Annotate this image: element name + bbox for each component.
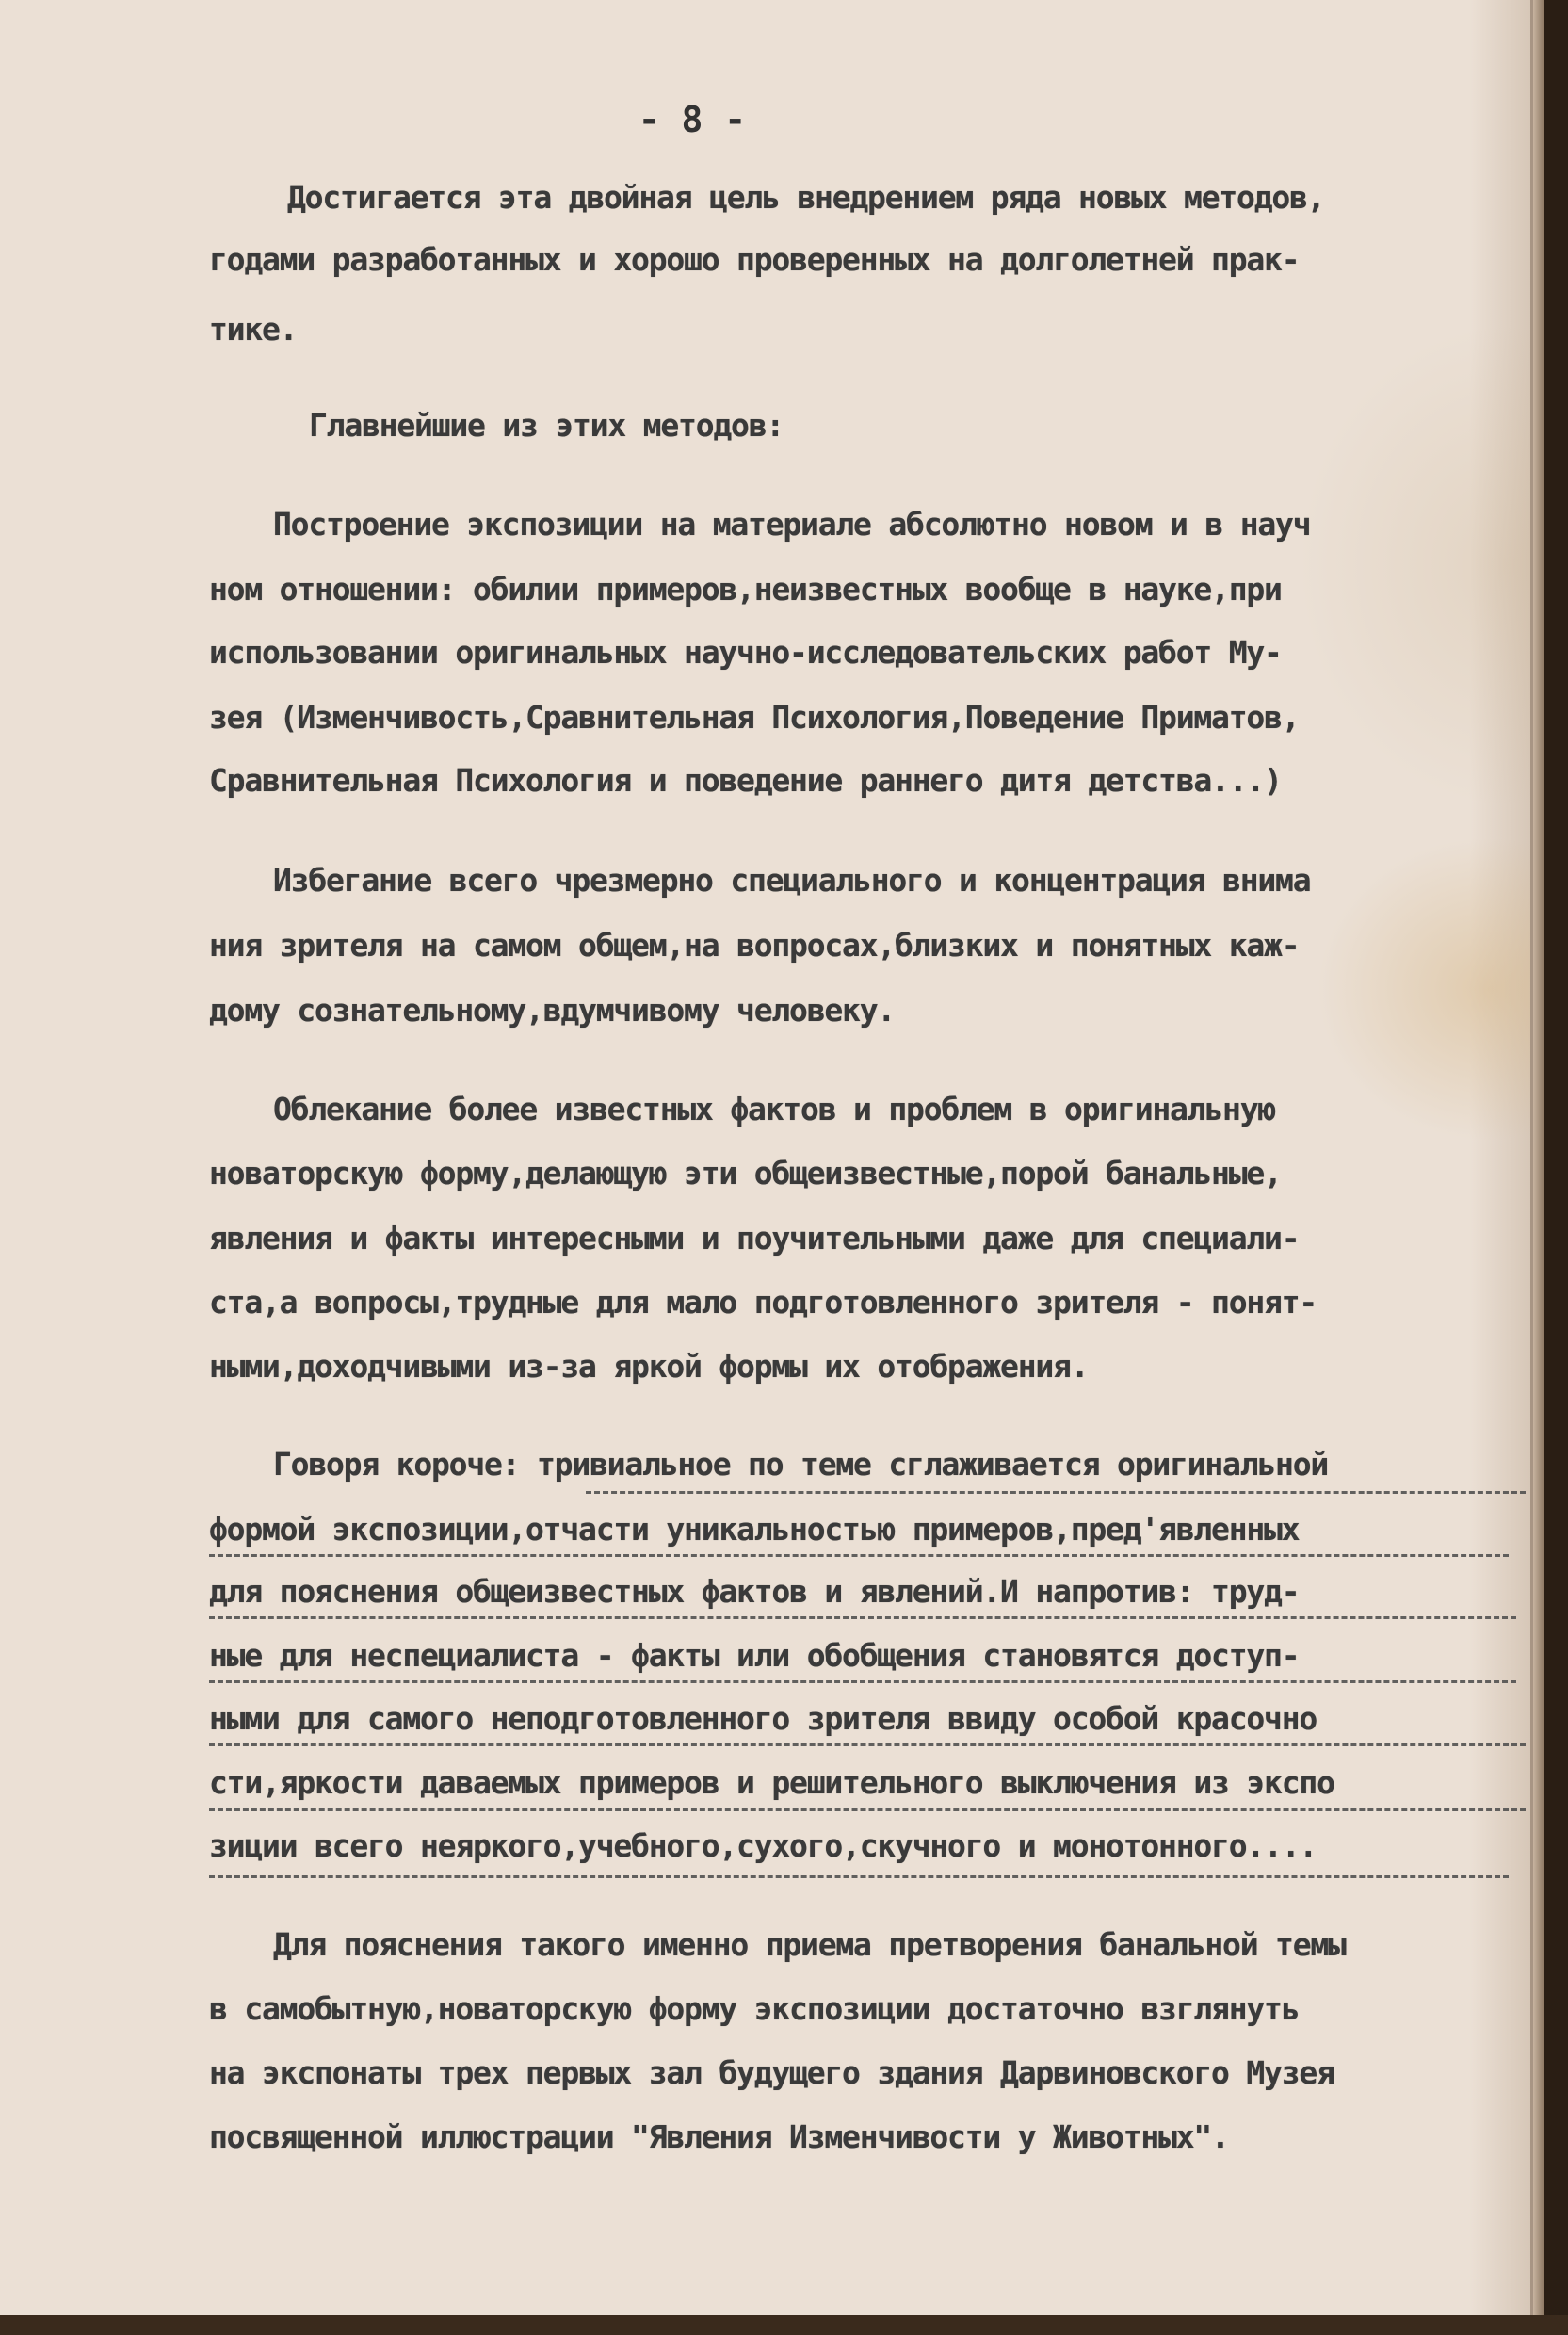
text-line: Для пояснения такого именно приема претворения банальной темы [273,1926,1346,1963]
dash-underline [586,1491,1526,1494]
text-line: годами разработанных и хорошо проверенных на долголетней прак- [209,241,1300,278]
dash-underline [209,1743,1526,1746]
text-line: Облекание более известных фактов и проблем в оригинальную [273,1091,1276,1127]
text-line: ния зрителя на самом общем,на вопросах,близких и понятных каж- [209,927,1300,964]
dash-underline [209,1680,1516,1683]
text-line: ными для самого неподготовленного зрителя ввиду особой красочно [209,1700,1317,1737]
text-line: формой экспозиции,отчасти уникальностью примеров,пред'явленных [209,1511,1300,1548]
dash-underline [209,1554,1509,1557]
text-line: тике. [209,311,298,348]
text-line: зея (Изменчивость,Сравнительная Психология,Поведение Приматов, [209,699,1300,736]
text-line: для пояснения общеизвестных фактов и явлений.И напротив: труд- [209,1573,1300,1610]
text-line: использовании оригинальных научно-исследовательских работ Му- [209,634,1282,671]
text-line: Главнейшие из этих методов: [309,407,784,444]
text-line: ном отношении: обилии примеров,неизвестных вообще в науке,при [209,571,1282,608]
dash-underline [209,1808,1526,1811]
scan-border [0,2315,1568,2335]
page-number: - 8 - [638,99,747,140]
text-line: Сравнительная Психология и поведение раннего дитя детства...) [209,762,1282,799]
text-line: явления и факты интересными и поучительными даже для специали- [209,1220,1300,1257]
text-line: новаторскую форму,делающую эти общеизвестные,порой банальные, [209,1155,1282,1192]
text-line: дому сознательному,вдумчивому человеку. [209,992,896,1029]
text-line: Говоря короче: тривиальное по теме сглаживается оригинальной [273,1446,1329,1483]
text-line: Построение экспозиции на материале абсолютно новом и в науч [273,506,1311,543]
dash-underline [209,1616,1516,1619]
dash-underline [209,1875,1509,1878]
text-line: в самобытную,новаторскую форму экспозиции достаточно взглянуть [209,1990,1300,2027]
text-line: сти,яркости даваемых примеров и решительного выключения из экспо [209,1764,1334,1801]
text-line: ста,а вопросы,трудные для мало подготовленного зрителя - понят- [209,1284,1317,1321]
text-line: Достигается эта двойная цель внедрением ряда новых методов, [287,179,1325,216]
text-line: ными,доходчивыми из-за яркой формы их отображения. [209,1348,1089,1385]
text-line: ные для неспециалиста - факты или обобщения становятся доступ- [209,1637,1300,1674]
text-line: посвященной иллюстрации "Явления Изменчивости у Животных". [209,2118,1229,2155]
text-line: на экспонаты трех первых зал будущего здания Дарвиновского Музея [209,2054,1334,2091]
page-edge [1533,0,1544,2315]
text-line: Избегание всего чрезмерно специального и концентрация внима [273,862,1311,899]
text-line: зиции всего неяркого,учебного,сухого,скучного и монотонного.... [209,1827,1317,1864]
